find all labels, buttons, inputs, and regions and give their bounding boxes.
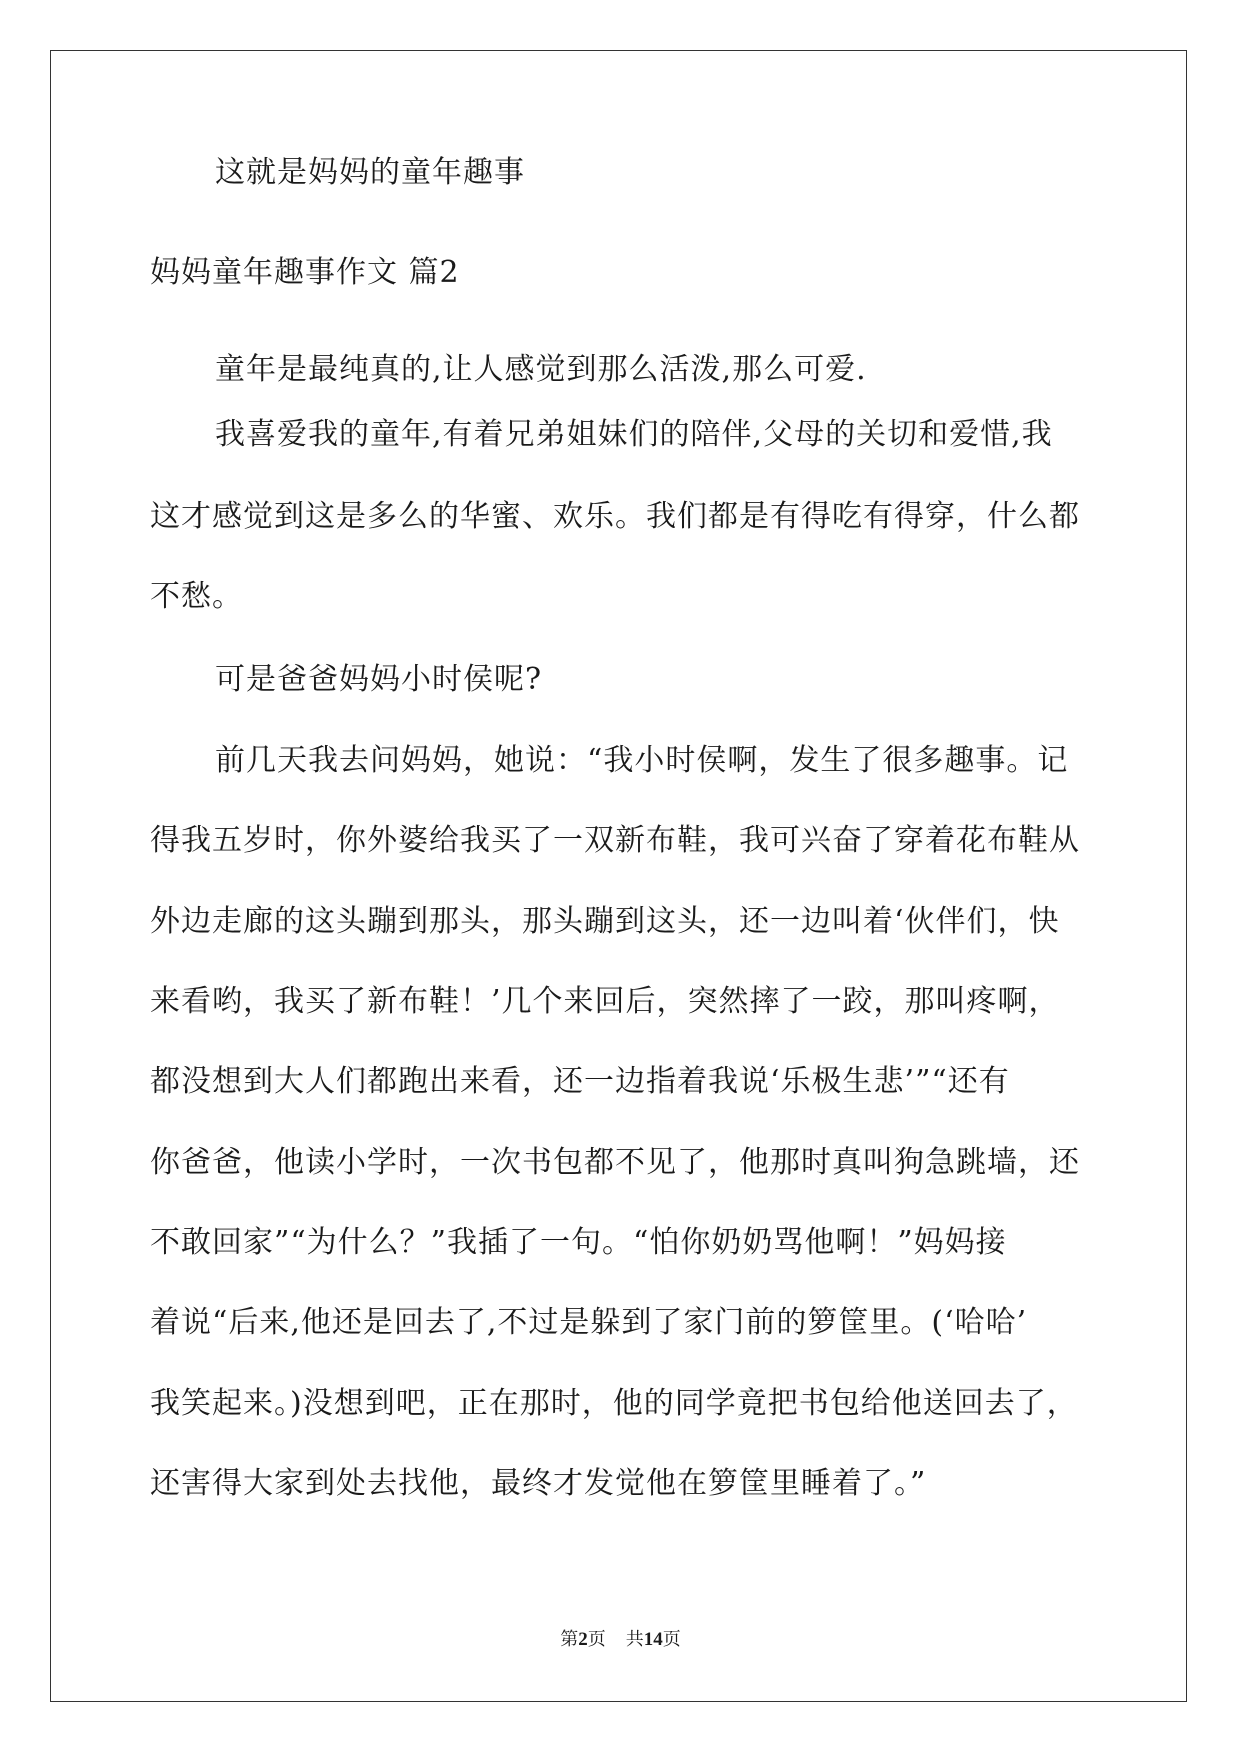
paragraph-line: 得我五岁时，你外婆给我买了一双新布鞋，我可兴奋了穿着花布鞋从	[150, 823, 1080, 858]
total-suffix: 页	[662, 1629, 681, 1650]
paragraph-line: 不愁。	[150, 579, 243, 614]
page-current: 2	[578, 1629, 588, 1650]
page-border	[50, 50, 1187, 1702]
page-footer	[0, 1628, 1241, 1652]
paragraph-line: 着说“后来,他还是回去了,不过是躲到了家门前的箩筐里。(‘哈哈’	[150, 1305, 1028, 1340]
page-prefix: 第	[560, 1629, 579, 1650]
paragraph-line: 我笑起来。)没想到吧，正在那时，他的同学竟把书包给他送回去了，	[150, 1386, 1078, 1421]
page-total: 14	[643, 1629, 663, 1650]
paragraph-line: 我喜爱我的童年,有着兄弟姐妹们的陪伴,父母的关切和爱惜,我	[215, 417, 1053, 452]
paragraph-line: 这才感觉到这是多么的华蜜、欢乐。我们都是有得吃有得穿，什么都	[150, 499, 1080, 534]
total-prefix: 共	[625, 1629, 644, 1650]
paragraph-line: 童年是最纯真的,让人感觉到那么活泼,那么可爱.	[215, 352, 867, 387]
paragraph-line: 来看哟，我买了新布鞋！’几个来回后，突然摔了一跤，那叫疼啊，	[150, 984, 1060, 1019]
paragraph-line: 可是爸爸妈妈小时侯呢?	[215, 662, 543, 697]
paragraph-line: 你爸爸，他读小学时，一次书包都不见了，他那时真叫狗急跳墙，还	[150, 1145, 1080, 1180]
paragraph-line: 都没想到大人们都跑出来看，还一边指着我说‘乐极生悲’”“还有	[150, 1064, 1010, 1099]
paragraph-line: 这就是妈妈的童年趣事	[215, 155, 525, 190]
paragraph-line: 还害得大家到处去找他，最终才发觉他在箩筐里睡着了。”	[150, 1466, 927, 1501]
paragraph-line: 前几天我去问妈妈，她说：“我小时侯啊，发生了很多趣事。记	[215, 743, 1069, 778]
paragraph-line: 不敢回家”“为什么？”我插了一句。“怕你奶奶骂他啊！”妈妈接	[150, 1225, 1007, 1260]
page-suffix: 页	[587, 1629, 606, 1650]
section-heading: 妈妈童年趣事作文 篇2	[150, 255, 460, 290]
paragraph-line: 外边走廊的这头蹦到那头，那头蹦到这头，还一边叫着‘伙伴们，快	[150, 904, 1060, 939]
